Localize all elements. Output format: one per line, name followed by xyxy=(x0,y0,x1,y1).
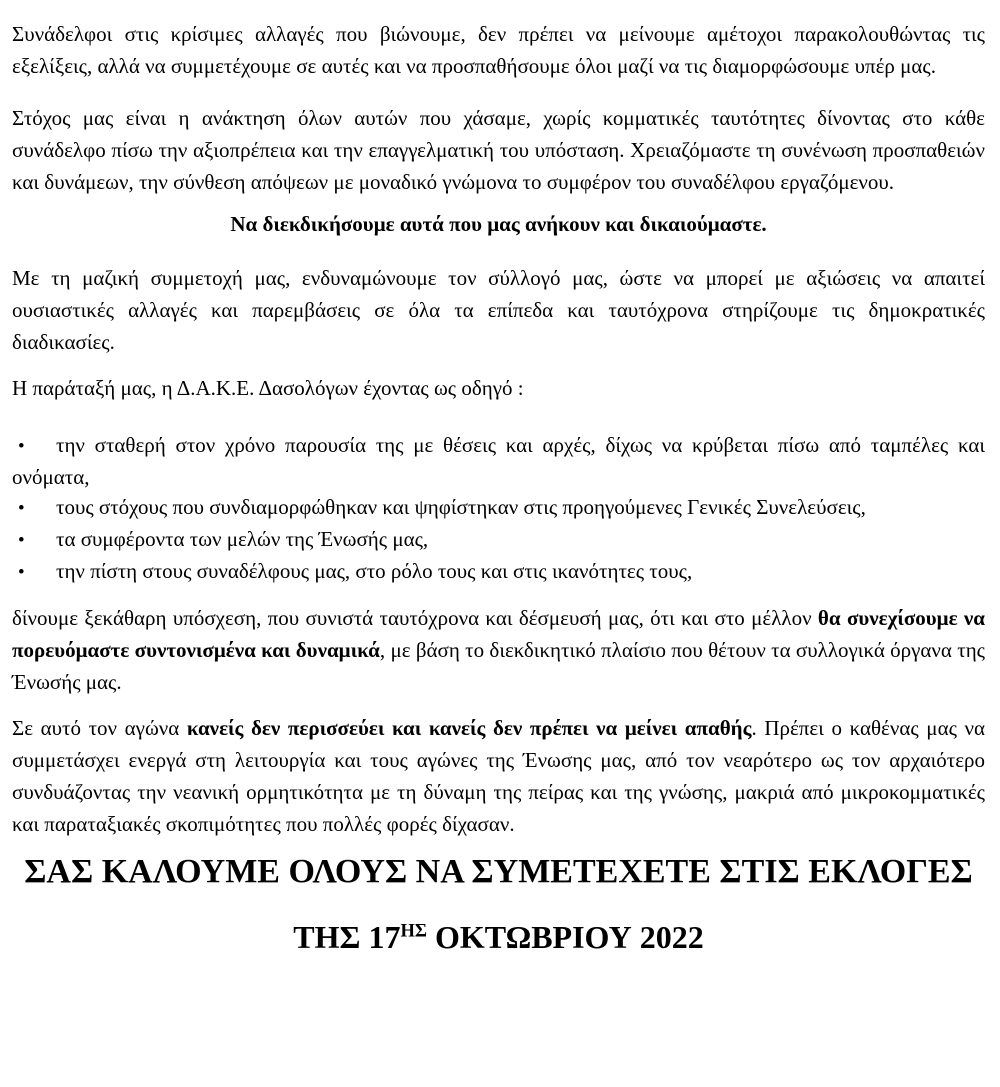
promise-text-bold: θα συνεχίσουμε να πορευόμαστε συντονισμένα και δυναμικά xyxy=(12,606,985,662)
bullet-item xyxy=(12,556,985,588)
promise-text-pre: δίνουμε ξεκάθαρη υπόσχεση, που συνιστά ταυτόχρονα και δέσμευσή μας, ότι και στο μέλλον xyxy=(12,606,818,630)
bullet-text: την σταθερή στον χρόνο παρουσία της με θέσεις και αρχές, δίχως να κρύβεται πίσω από ταμπέλες και ονόματα, xyxy=(12,433,985,489)
bullet-item xyxy=(12,492,985,524)
bullet-list xyxy=(12,430,985,588)
appeal-text-post: . Πρέπει ο καθένας μας να συμμετάσχει ενεργά στη λειτουργία και τους αγώνες της Ένωσης μας, από τον νεαρότερο ως τον αρχαιότερο συνδυάζοντας την νεανική ορμητικότητα με τη δύναμη της πείρας και της γνώσης, μακριά από μικροκομματικές και παραταξιακές σκοπιμότητες που πολλές φορές δίχασαν. xyxy=(12,716,985,836)
paragraph-goal: Στόχος μας είναι η ανάκτηση όλων αυτών που χάσαμε, χωρίς κομματικές ταυτότητες δίνοντας στο κάθε συνάδελφο πίσω την αξιοπρέπεια και την επαγγελματική του υπόσταση. Χρειαζόμαστε τη συνένωση προσπαθειών και δυνάμεων, την σύνθεση απόψεων με μοναδικό γνώμονα το συμφέρον του συναδέλφου εργαζόμενου. xyxy=(12,106,985,194)
bullet-item xyxy=(12,524,985,556)
slogan-line: Να διεκδικήσουμε αυτά που μας ανήκουν και δικαιούμαστε. xyxy=(230,212,767,236)
bullet-text: τα συμφέροντα των μελών της Ένωσής μας, xyxy=(56,527,429,551)
paragraph-intro: Συνάδελφοι στις κρίσιμες αλλαγές που βιώνουμε, δεν πρέπει να μείνουμε αμέτοχοι παρακολουθώντας τις εξελίξεις, αλλά να συμμετέχουμε σε αυτές και να προσπαθήσουμε όλοι μαζί να τις διαμορφώσουμε υπέρ μας. xyxy=(12,22,985,78)
bullet-item xyxy=(12,430,985,492)
bullet-text: την πίστη στους συναδέλφους μας, στο ρόλο τους και στις ικανότητες τους, xyxy=(56,559,693,583)
cta-date-ordinal-superscript: ΗΣ xyxy=(400,920,428,942)
paragraph-participation: Με τη μαζική συμμετοχή μας, ενδυναμώνουμε τον σύλλογό μας, ώστε να μπορεί με αξιώσεις να απαιτεί ουσιαστικές αλλαγές και παρεμβάσεις σε όλα τα επίπεδα και ταυτόχρονα στηρίζουμε τις δημοκρατικές διαδικασίες. xyxy=(12,266,985,354)
appeal-text-pre: Σε αυτό τον αγώνα xyxy=(12,716,187,740)
bullet-text: τους στόχους που συνδιαμορφώθηκαν και ψηφίστηκαν στις προηγούμενες Γενικές Συνελεύσεις, xyxy=(56,495,866,519)
bullet-icon: • xyxy=(18,530,25,551)
cta-date-pre: ΤΗΣ 17 xyxy=(293,919,401,955)
paragraph-promise xyxy=(12,602,985,698)
cta-heading-elections: ΣΑΣ ΚΑΛΟΥΜΕ ΟΛΟΥΣ ΝΑ ΣΥΜΕΤΕΧΕΤΕ ΣΤΙΣ ΕΚΛΟΓΕΣ xyxy=(24,853,973,890)
appeal-text-bold: κανείς δεν περισσεύει και κανείς δεν πρέπει να μείνει απαθής xyxy=(186,716,752,740)
bullet-icon: • xyxy=(18,436,25,457)
cta-date-post: ΟΚΤΩΒΡΙΟΥ 2022 xyxy=(427,919,704,955)
paragraph-guide: Η παράταξή μας, η Δ.Α.Κ.Ε. Δασολόγων έχοντας ως οδηγό : xyxy=(12,376,524,400)
bullet-icon: • xyxy=(18,562,25,583)
bullet-icon: • xyxy=(18,498,25,519)
promise-text-post: , με βάση το διεκδικητικό πλαίσιο που θέτουν τα συλλογικά όργανα της Ένωσής μας. xyxy=(12,638,985,694)
paragraph-appeal xyxy=(12,712,985,840)
cta-heading-date xyxy=(12,916,985,958)
